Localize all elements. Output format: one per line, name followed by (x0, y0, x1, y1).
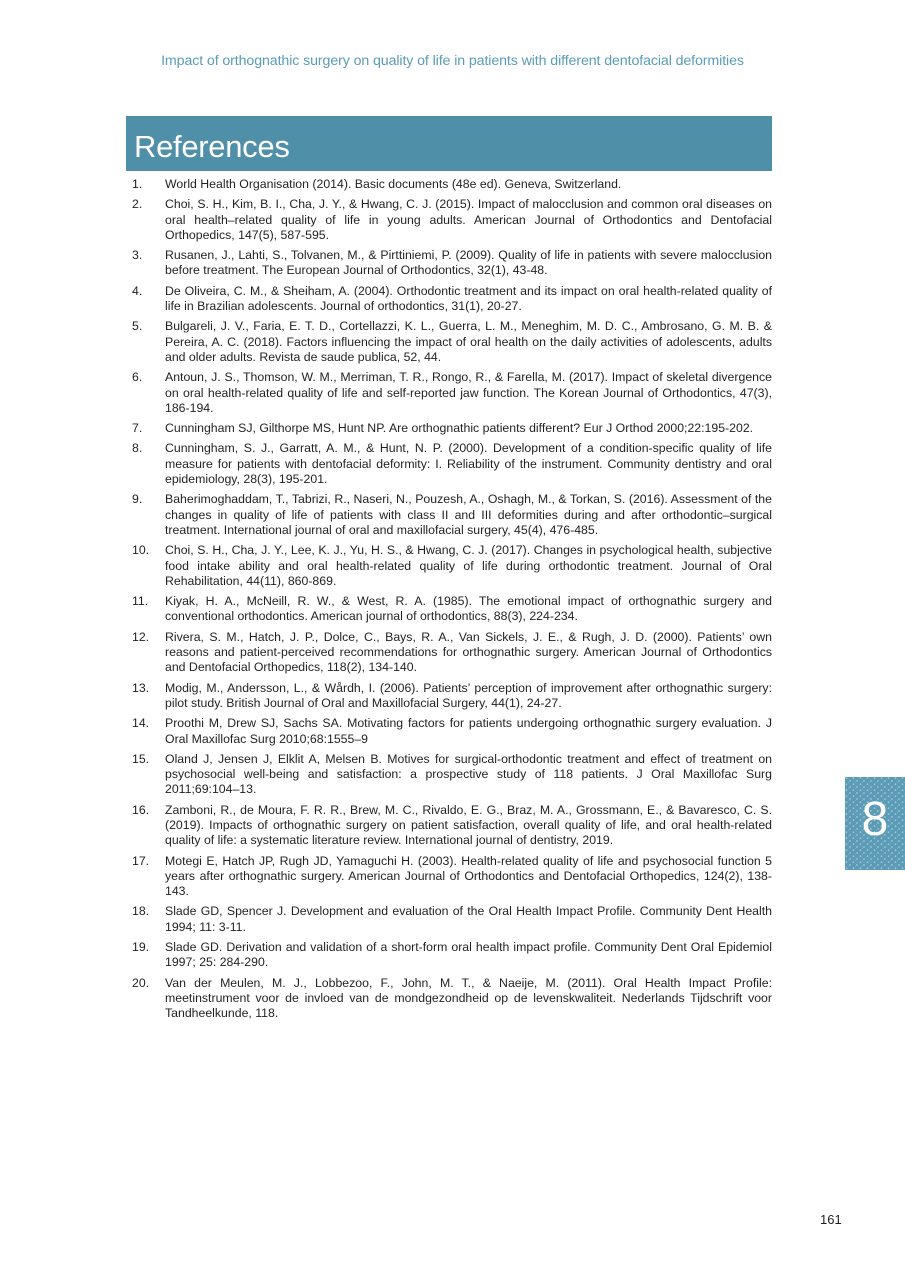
reference-item (132, 594, 772, 625)
reference-number: 8. (132, 441, 143, 456)
reference-text: Zamboni, R., de Moura, F. R. R., Brew, M. C., Rivaldo, E. G., Braz, M. A., Grossmann, E., & Bavaresco, C. S. (2019). Impacts of orthognathic surgery on patient satisfaction, overall quality of life, and oral health-related quality of life: a systematic literature review. International journal of dentistry, 2019. (165, 802, 772, 848)
reference-number: 9. (132, 492, 143, 507)
reference-text: Rivera, S. M., Hatch, J. P., Dolce, C., Bays, R. A., Van Sickels, J. E., & Rugh, J. D. (2000). Patients’ own reasons and patient-perceived recommendations for orthognathic surgery. American Journal of Orthodontics and Dentofacial Orthopedics, 118(2), 134-140. (165, 629, 772, 675)
reference-number: 16. (132, 802, 150, 817)
reference-text: Kiyak, H. A., McNeill, R. W., & West, R. A. (1985). The emotional impact of orthognathic surgery and conventional orthodontics. American journal of orthodontics, 88(3), 224-234. (165, 594, 772, 624)
reference-number: 15. (132, 751, 150, 766)
reference-number: 7. (132, 421, 143, 436)
reference-text: Baherimoghaddam, T., Tabrizi, R., Naseri, N., Pouzesh, A., Oshagh, M., & Torkan, S. (2016). Assessment of the changes in quality of life of patients with class II and III deformities during and after orthodontic–surgical treatment. International journal of oral and maxillofacial surgery, 45(4), 476-485. (165, 492, 772, 537)
reference-text: Motegi E, Hatch JP, Rugh JD, Yamaguchi H. (2003). Health-related quality of life and psychosocial function 5 years after orthognathic surgery. American Journal of Orthodontics and Dentofacial Orthopedics, 124(2), 138-143. (165, 853, 772, 899)
reference-text: Van der Meulen, M. J., Lobbezoo, F., John, M. T., & Naeije, M. (2011). Oral Health Impact Profile: meetinstrument voor de invloed van de mondgezondheid op de levenskwaliteit. Nederlands Tijdschrift voor Tandheelkunde, 118. (165, 975, 772, 1021)
reference-text: Proothi M, Drew SJ, Sachs SA. Motivating factors for patients undergoing orthognathic surgery evaluation. J Oral Maxillofac Surg 2010;68:1555–9 (165, 716, 772, 746)
reference-number: 1. (132, 177, 143, 191)
reference-item (132, 803, 772, 849)
reference-item (132, 543, 772, 589)
reference-number: 17. (132, 853, 150, 868)
reference-item (132, 492, 772, 538)
section-title: References (134, 129, 290, 164)
reference-text: Modig, M., Andersson, L., & Wårdh, I. (2006). Patients’ perception of improvement after orthognathic surgery: pilot study. British Journal of Oral and Maxillofacial Surgery, 44(1), 24-27. (165, 680, 772, 710)
reference-text: Oland J, Jensen J, Elklit A, Melsen B. Motives for surgical-orthodontic treatment and effect of treatment on psychosocial well-being and satisfaction: a prospective study of 118 patients. J Oral Maxillofac Surg 2011;69:104–13. (165, 751, 772, 797)
reference-item (132, 630, 772, 676)
reference-number: 18. (132, 904, 150, 919)
reference-text: Rusanen, J., Lahti, S., Tolvanen, M., & Pirttiniemi, P. (2009). Quality of life in patients with severe malocclusion before treatment. The European Journal of Orthodontics, 32(1), 43-48. (165, 248, 772, 278)
reference-item (132, 284, 772, 315)
reference-item (132, 177, 772, 192)
reference-item (132, 197, 772, 243)
reference-item (132, 854, 772, 900)
reference-item (132, 752, 772, 798)
reference-number: 5. (132, 319, 143, 334)
reference-text: Cunningham, S. J., Garratt, A. M., & Hunt, N. P. (2000). Development of a condition-specific quality of life measure for patients with dentofacial deformity: I. Reliability of the instrument. Community dentistry and oral epidemiology, 28(3), 195-201. (165, 441, 772, 487)
reference-item (132, 441, 772, 487)
chapter-number: 8 (861, 793, 889, 846)
reference-number: 14. (132, 716, 150, 731)
reference-list (132, 177, 772, 1027)
reference-item (132, 681, 772, 712)
reference-text: Cunningham SJ, Gilthorpe MS, Hunt NP. Are orthognathic patients different? Eur J Orthod 2000;22:195-202. (165, 421, 754, 436)
reference-number: 4. (132, 283, 143, 298)
reference-text: Slade GD. Derivation and validation of a short-form oral health impact profile. Community Dent Oral Epidemiol 1997; 25: 284-290. (165, 940, 772, 970)
reference-number: 10. (132, 543, 150, 558)
reference-text: Choi, S. H., Kim, B. I., Cha, J. Y., & Hwang, C. J. (2015). Impact of malocclusion and common oral diseases on oral health–related quality of life in young adults. American Journal of Orthodontics and Dentofacial Orthopedics, 147(5), 587-595. (165, 197, 772, 242)
section-banner (126, 116, 772, 171)
reference-number: 13. (132, 680, 150, 695)
reference-item (132, 421, 772, 436)
reference-text: Bulgareli, J. V., Faria, E. T. D., Cortellazzi, K. L., Guerra, L. M., Meneghim, M. D. C., Ambrosano, G. M. B. & Pereira, A. C. (2018). Factors influencing the impact of oral health on the daily activities of adolescents, adults and older adults. Revista de saude publica, 52, 44. (165, 319, 772, 364)
reference-number: 11. (132, 594, 149, 609)
chapter-tab (845, 777, 905, 870)
reference-number: 2. (132, 197, 143, 212)
reference-number: 6. (132, 370, 143, 385)
reference-number: 12. (132, 629, 150, 644)
reference-text: Slade GD, Spencer J. Development and evaluation of the Oral Health Impact Profile. Community Dent Health 1994; 11: 3-11. (165, 904, 772, 934)
reference-text: World Health Organisation (2014). Basic documents (48e ed). Geneva, Switzerland. (165, 177, 622, 191)
reference-text: Choi, S. H., Cha, J. Y., Lee, K. J., Yu, H. S., & Hwang, C. J. (2017). Changes in psychological health, subjective food intake ability and oral health-related quality of life during orthodontic treatment. Journal of Oral Rehabilitation, 44(11), 860-869. (165, 543, 772, 588)
reference-item (132, 940, 772, 971)
reference-item (132, 248, 772, 279)
reference-number: 20. (132, 975, 150, 990)
reference-number: 19. (132, 940, 150, 955)
reference-item (132, 319, 772, 365)
running-header: Impact of orthognathic surgery on quality of life in patients with different dentofacial deformities (161, 53, 744, 69)
reference-number: 3. (132, 248, 143, 263)
reference-item (132, 370, 772, 416)
reference-item (132, 904, 772, 935)
reference-text: Antoun, J. S., Thomson, W. M., Merriman, T. R., Rongo, R., & Farella, M. (2017). Impact of skeletal divergence on oral health-related quality of life and self-reported jaw function. The Korean Journal of Orthodontics, 47(3), 186-194. (165, 370, 772, 415)
reference-item (132, 976, 772, 1022)
reference-text: De Oliveira, C. M., & Sheiham, A. (2004). Orthodontic treatment and its impact on oral health-related quality of life in Brazilian adolescents. Journal of orthodontics, 31(1), 20-27. (165, 283, 772, 314)
page-number: 161 (820, 1212, 842, 1227)
reference-item (132, 716, 772, 747)
